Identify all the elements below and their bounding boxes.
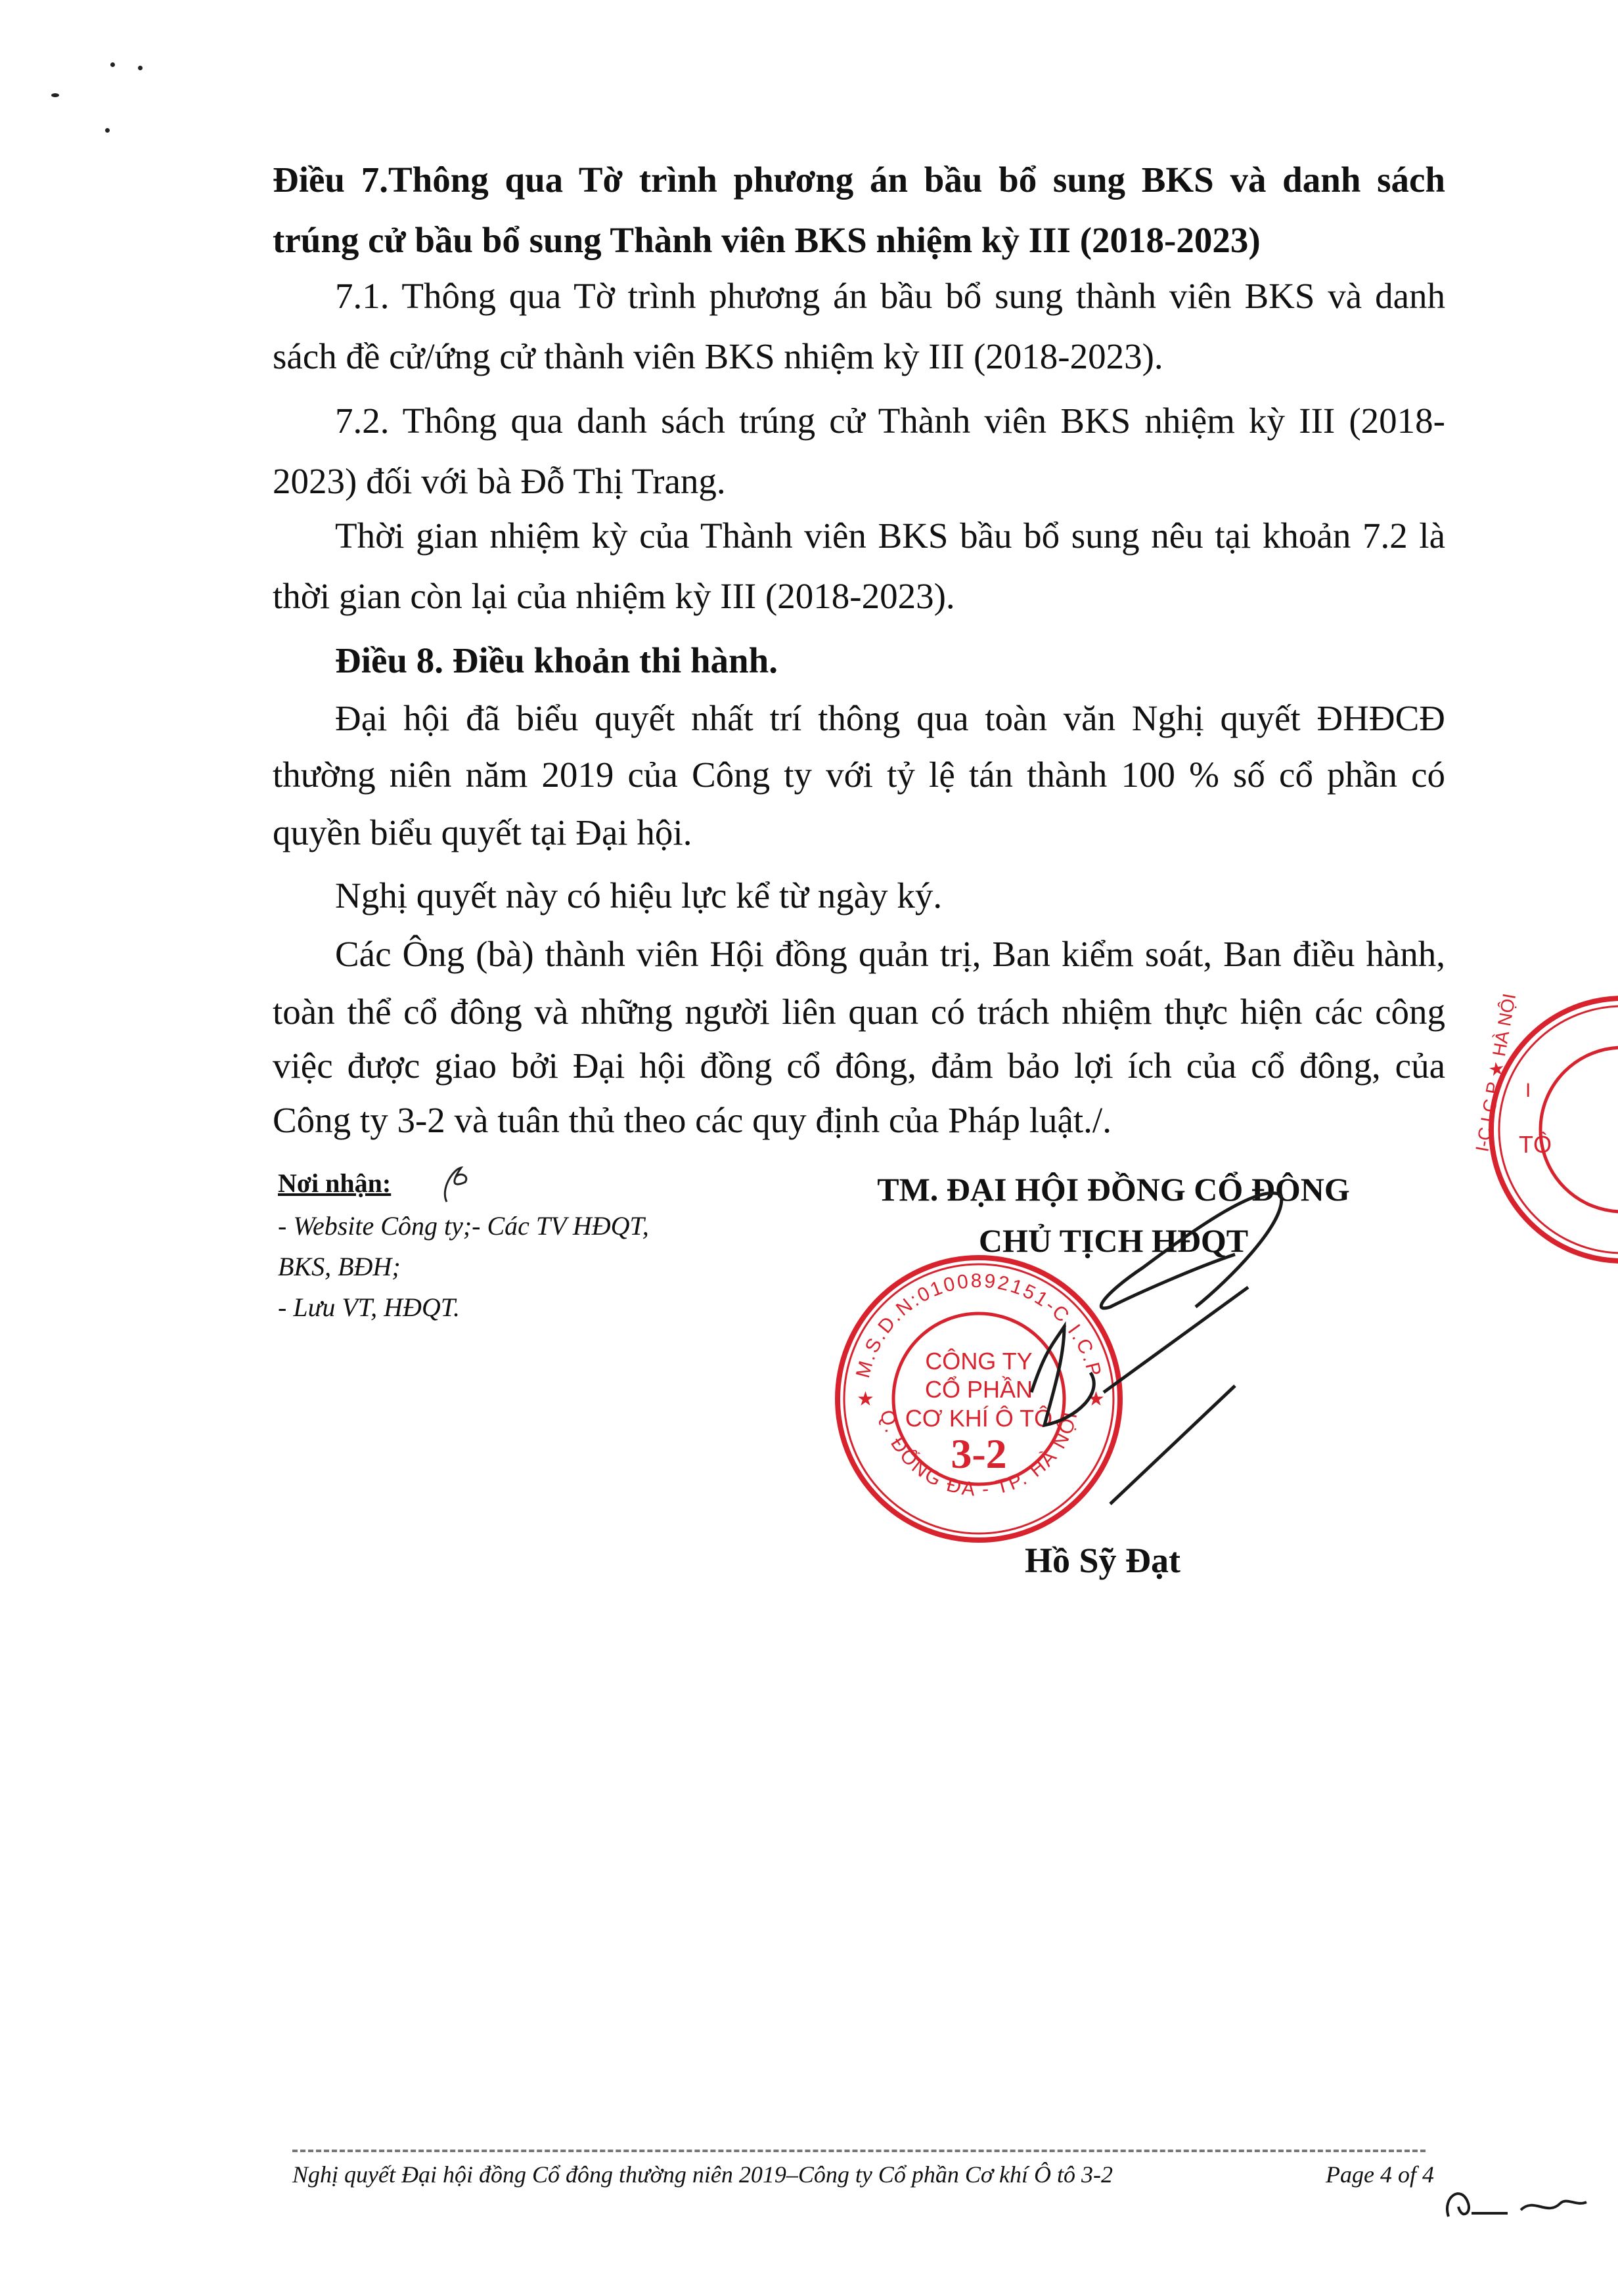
scan-speck bbox=[105, 128, 110, 133]
article7-1-line2: sách đề cử/ứng cử thành viên BKS nhiệm kỳ III (2018-2023). bbox=[273, 336, 1163, 376]
stamp-star: ★ bbox=[857, 1388, 874, 1410]
stamp-line2: CỔ PHẦN bbox=[924, 1376, 1033, 1403]
article7-heading-line1: Điều 7.Thông qua Tờ trình phương án bầu bổ sung BKS và danh sách bbox=[273, 160, 1445, 200]
stamp-line4: 3-2 bbox=[951, 1430, 1007, 1477]
stamp-star: ★ bbox=[1087, 1388, 1105, 1410]
article7-2-line2: 2023) đối với bà Đỗ Thị Trang. bbox=[273, 461, 726, 501]
stamp-line3: CƠ KHÍ Ô TÔ bbox=[905, 1405, 1053, 1432]
edge-stamp-ring: I-C.I.C.P ★ HÀ NỘI bbox=[1472, 992, 1520, 1154]
recipients-line1: - Website Công ty;- Các TV HĐQT, bbox=[278, 1211, 649, 1241]
article8-p1-line1: Đại hội đã biểu quyết nhất trí thông qua toàn văn Nghị quyết ĐHĐCĐ bbox=[335, 698, 1445, 738]
footer-divider bbox=[292, 2150, 1426, 2152]
article8-p3-line1: Các Ông (bà) thành viên Hội đồng quản trị, Ban kiểm soát, Ban điều hành, bbox=[335, 934, 1445, 974]
page-number: Page 4 of 4 bbox=[1326, 2161, 1434, 2188]
article7-1-line1: 7.1. Thông qua Tờ trình phương án bầu bổ sung thành viên BKS và danh bbox=[335, 276, 1445, 316]
article8-p3-line2: toàn thể cổ đông và những người liên quan có trách nhiệm thực hiện các công bbox=[273, 992, 1445, 1032]
scan-speck bbox=[138, 66, 143, 70]
scan-speck bbox=[51, 93, 59, 97]
article8-p3-line4: Công ty 3-2 và tuân thủ theo các quy định của Pháp luật./. bbox=[273, 1100, 1112, 1140]
term-line2: thời gian còn lại của nhiệm kỳ III (2018-2023). bbox=[273, 576, 955, 616]
footer-initials bbox=[1435, 2177, 1600, 2230]
footer-text: Nghị quyết Đại hội đồng Cổ đông thường niên 2019–Công ty Cổ phần Cơ khí Ô tô 3-2 bbox=[292, 2161, 1113, 2188]
edge-stamp-mark: I bbox=[1525, 1080, 1531, 1101]
signature-title-line2: CHỦ TỊCH HĐQT bbox=[978, 1222, 1249, 1259]
recipients-title: Nơi nhận: bbox=[278, 1168, 392, 1198]
signature-title-line1: TM. ĐẠI HỘI ĐỒNG CỔ ĐÔNG bbox=[877, 1171, 1350, 1208]
article8-heading: Điều 8. Điều khoản thi hành. bbox=[335, 640, 778, 680]
edge-stamp bbox=[1472, 992, 1618, 1268]
recipients-line3: - Lưu VT, HĐQT. bbox=[278, 1292, 461, 1322]
stamp-ring-text: M.S.D.N:0100892151-C.I.C.P bbox=[851, 1269, 1106, 1380]
article8-p2: Nghị quyết này có hiệu lực kể từ ngày ký. bbox=[335, 875, 943, 916]
recipients-line2: BKS, BĐH; bbox=[278, 1252, 401, 1281]
stamp-line1: CÔNG TY bbox=[925, 1348, 1033, 1375]
article8-p3-line3: việc được giao bởi Đại hội đồng cổ đông, đảm bảo lợi ích của cổ đông, của bbox=[273, 1046, 1445, 1086]
stamp-ring-bottom-text: Q. ĐỐNG ĐA - TP. HÀ NỘI bbox=[875, 1407, 1082, 1501]
article7-2-line1: 7.2. Thông qua danh sách trúng cử Thành viên BKS nhiệm kỳ III (2018- bbox=[335, 401, 1445, 441]
term-line1: Thời gian nhiệm kỳ của Thành viên BKS bầu bổ sung nêu tại khoản 7.2 là bbox=[335, 516, 1445, 556]
article7-heading-line2: trúng cử bầu bổ sung Thành viên BKS nhiệm kỳ III (2018-2023) bbox=[273, 220, 1261, 260]
scan-speck bbox=[110, 62, 115, 67]
handwritten-signature bbox=[828, 1176, 1419, 1570]
signer-name: Hồ Sỹ Đạt bbox=[1025, 1541, 1181, 1580]
initials-mark bbox=[434, 1162, 473, 1208]
article8-p1-line2: thường niên năm 2019 của Công ty với tỷ lệ tán thành 100 % số cổ phần có bbox=[273, 755, 1445, 795]
edge-stamp-text: TÔ bbox=[1519, 1131, 1552, 1158]
article8-p1-line3: quyền biểu quyết tại Đại hội. bbox=[273, 812, 692, 852]
